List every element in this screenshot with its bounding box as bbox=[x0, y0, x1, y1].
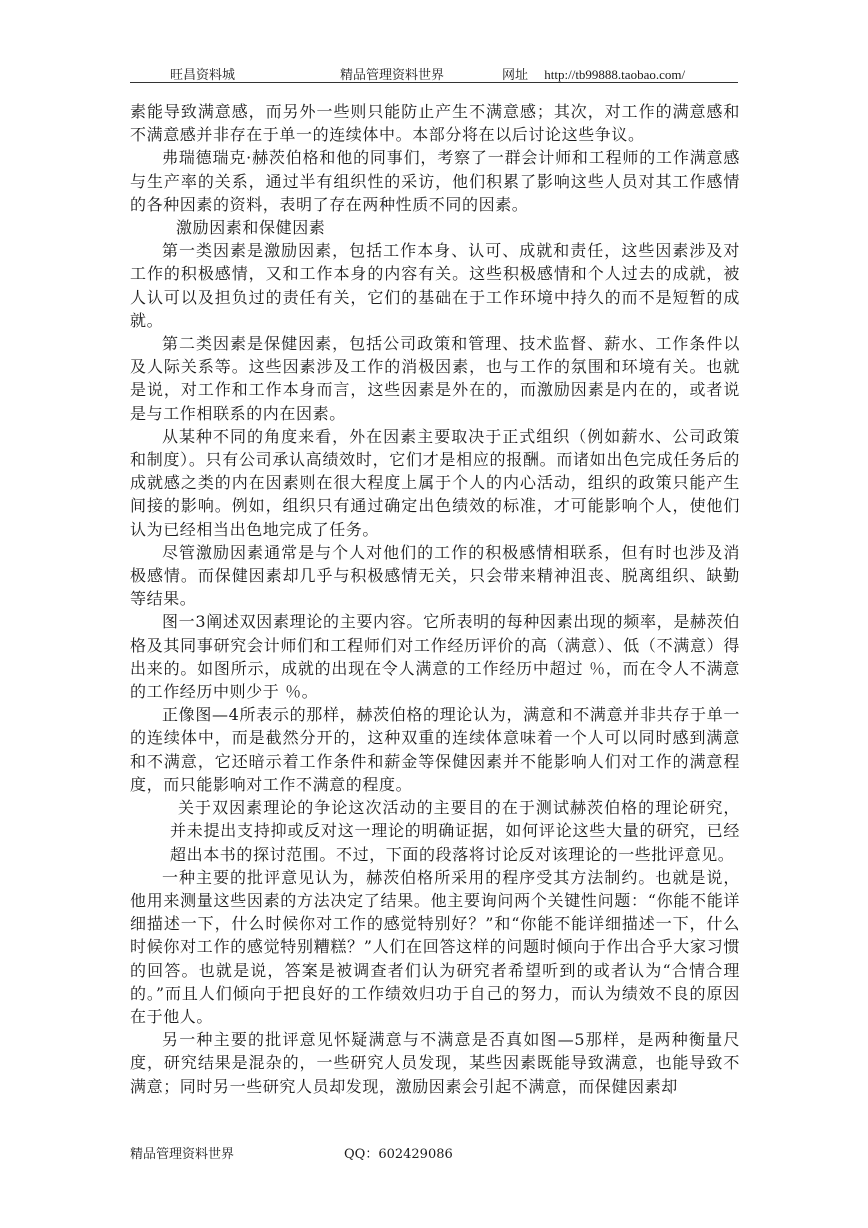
document-body bbox=[130, 100, 740, 1098]
footer-qq: QQ：602429086 bbox=[344, 1147, 453, 1162]
header-title: 精品管理资料世界 bbox=[340, 68, 445, 83]
header-url bbox=[502, 64, 685, 83]
body-paragraph: 第一类因素是激励因素，包括工作本身、认可、成就和责任，这些因素涉及对工作的积极感情，又和工作本身的内容有关。这些积极感情和个人过去的成就，被人认可以及担负过的责任有关，它们的基础在于工作环境中持久的而不是短暂的成就。 bbox=[130, 241, 740, 330]
page-header bbox=[130, 62, 738, 83]
body-paragraph: 另一种主要的批评意见怀疑满意与不满意是否真如图—5那样，是两种衡量尺度，研究结果是混杂的，一些研究人员发现，某些因素既能导致满意，也能导致不满意；同时另一些研究人员却发现，激励因素会引起不满意，而保健因素却 bbox=[130, 1030, 740, 1096]
body-paragraph: 从某种不同的角度来看，外在因素主要取决于正式组织（例如薪水、公司政策和制度）。只有公司承认高绩效时，它们才是相应的报酬。而诸如出色完成任务后的成就感之类的内在因素则在很大程度上属于个人的内心活动，组织的政策只能产生间接的影响。例如，组织只有通过确定出色绩效的标准，才可能影响个人，使他们认为已经相当出色地完成了任务。 bbox=[130, 426, 740, 539]
footer-site-name: 精品管理资料世界 bbox=[130, 1147, 235, 1162]
header-url-link[interactable]: http://tb99888.taobao.com/ bbox=[544, 67, 686, 82]
body-paragraph: 一种主要的批评意见认为，赫茨伯格所采用的程序受其方法制约。也就是说，他用来测量这些因素的方法决定了结果。他主要询问两个关键性问题：“你能不能详细描述一下，什么时候你对工作的感觉特别好？”和“你能不能详细描述一下，什么时候你对工作的感觉特别糟糕？”人们在回答这样的问题时倾向于作出合乎大家习惯的回答。也就是说，答案是被调查者们认为研究者希望听到的或者认为“合情合理的。”而且人们倾向于把良好的工作绩效归功于自己的努力，而认为绩效不良的原因在于他人。 bbox=[130, 867, 740, 1026]
continued-paragraph: 素能导致满意感，而另外一些则只能防止产生不满意感；其次，对工作的满意感和不满意感并非存在于单一的连续体中。本部分将在以后讨论这些争议。 bbox=[130, 102, 740, 145]
section-heading: 激励因素和保健因素 bbox=[176, 218, 326, 238]
indented-paragraph: 关于双因素理论的争论这次活动的主要目的在于测试赫茨伯格的理论研究，并未提出支持抑或反对这一理论的明确证据，如何评论这些大量的研究，已经超出本书的探讨范围。不过，下面的段落将讨论反对该理论的一些批评意见。 bbox=[170, 798, 740, 864]
body-paragraph: 第二类因素是保健因素，包括公司政策和管理、技术监督、薪水、工作条件以及人际关系等。这些因素涉及工作的消极因素，也与工作的氛围和环境有关。也就是说，对工作和工作本身而言，这些因素是外在的，而激励因素是内在的，或者说是与工作相联系的内在因素。 bbox=[130, 334, 740, 423]
body-paragraph: 正像图—4所表示的那样，赫茨伯格的理论认为，满意和不满意并非共存于单一的连续体中，而是截然分开的，这种双重的连续体意味着一个人可以同时感到满意和不满意，它还暗示着工作条件和薪金等保健因素并不能影响人们对工作的满意程度，而只能影响对工作不满意的程度。 bbox=[130, 705, 740, 794]
header-url-label: 网址 bbox=[502, 67, 529, 82]
body-paragraph: 弗瑞德瑞克·赫茨伯格和他的同事们，考察了一群会计师和工程师的工作满意感与生产率的关系，通过半有组织性的采访，他们积累了影响这些人员对其工作感情的各种因素的资料，表明了存在两种性质不同的因素。 bbox=[130, 148, 740, 214]
header-shop-name: 旺昌资料城 bbox=[170, 68, 236, 83]
body-paragraph: 尽管激励因素通常是与个人对他们的工作的积极感情相联系，但有时也涉及消极感情。而保健因素却几乎与积极感情无关，只会带来精神沮丧、脱离组织、缺勤等结果。 bbox=[130, 542, 740, 609]
body-paragraph: 图一3阐述双因素理论的主要内容。它所表明的每种因素出现的频率，是赫茨伯格及其同事研究会计师们和工程师们对工作经历评价的高（满意）、低（不满意）得出来的。如图所示，成就的出现在令人满意的工作经历中超过 ％，而在令人不满意的工作经历中则少于 ％。 bbox=[130, 612, 740, 702]
